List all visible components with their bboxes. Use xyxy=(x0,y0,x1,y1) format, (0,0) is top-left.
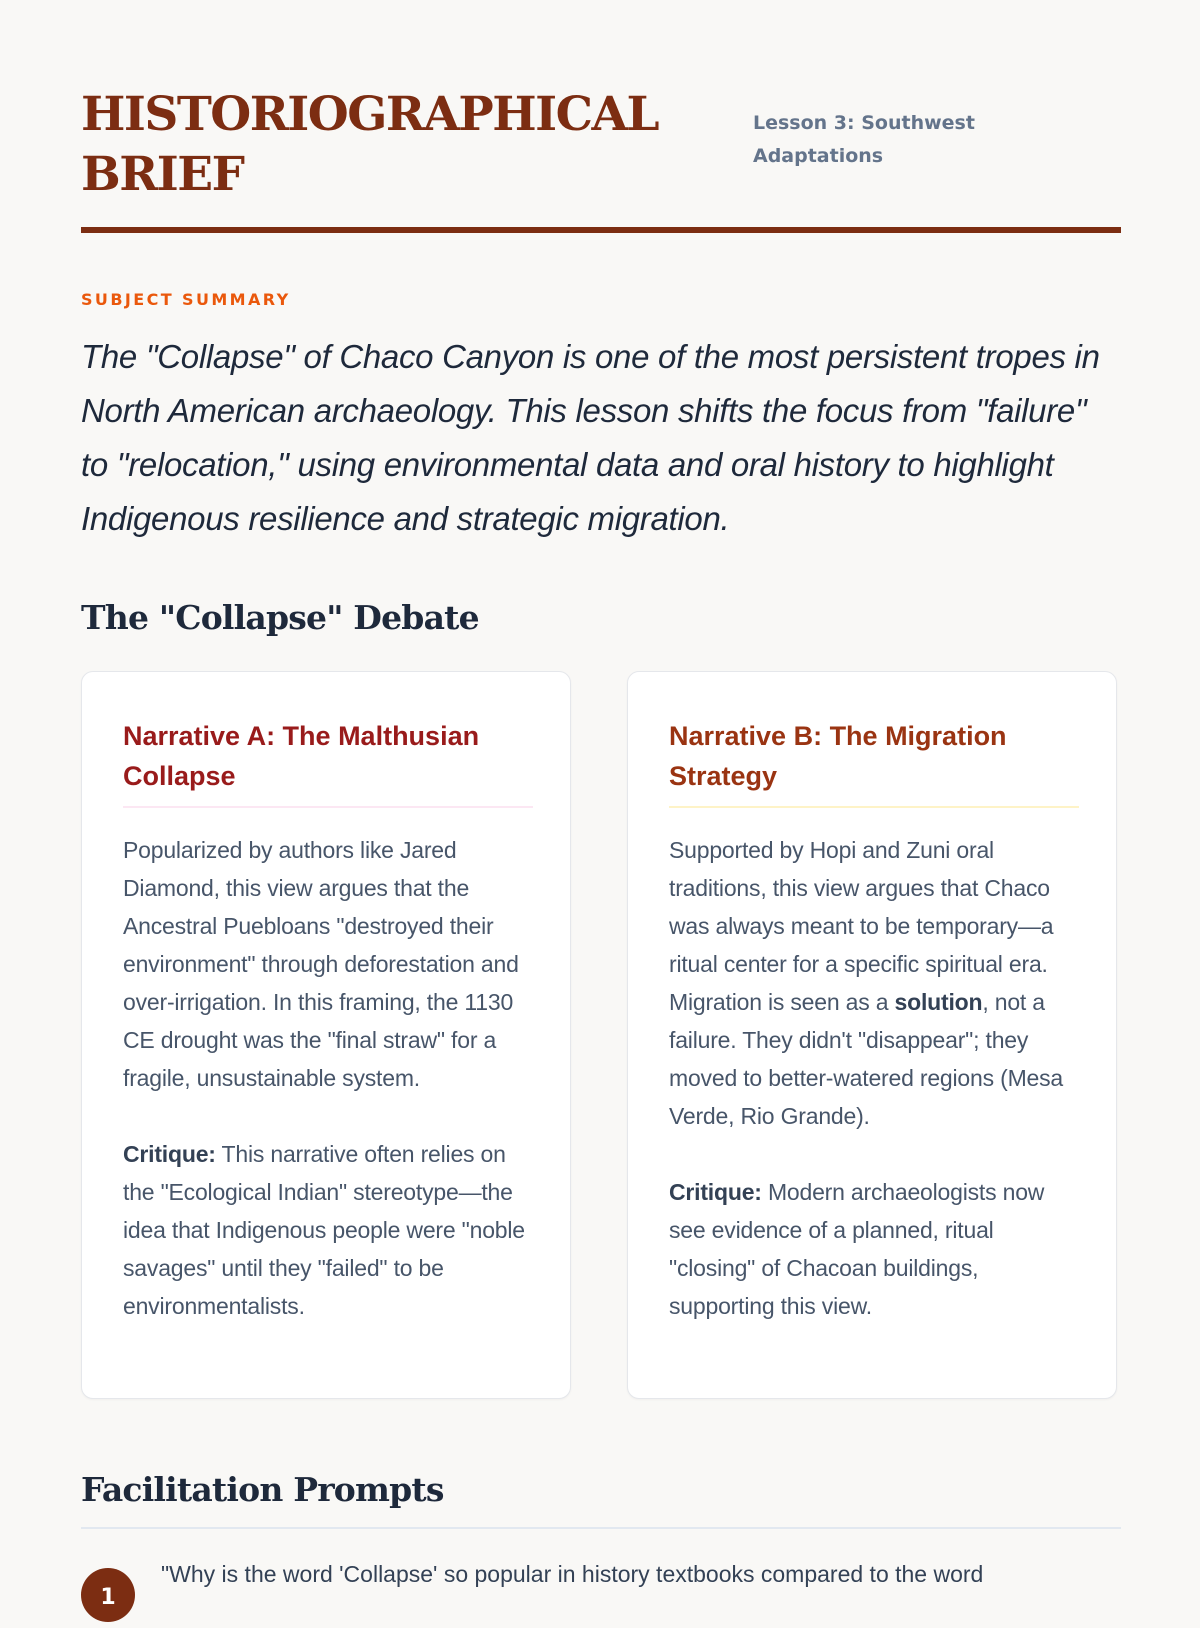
subject-summary-text: The "Collapse" of Chaco Canyon is one of the most persistent tropes in North American archaeology. This lesson shifts the focus from "failure" to "relocation," using environmental data and oral history to highlight Indigenous resilience and strategic migration. xyxy=(81,338,1100,537)
collapse-debate-heading: The "Collapse" Debate xyxy=(81,598,479,637)
prompt-item xyxy=(81,1561,1121,1628)
narrative-a-body xyxy=(123,831,533,1363)
narrative-a-card xyxy=(81,671,571,1399)
lesson-tag: Lesson 3: Southwest Adaptations xyxy=(753,112,975,167)
narrative-a-description: Popularized by authors like Jared Diamond, this view argues that the Ancestral Puebloans "destroyed their environment" through deforestation and over-irrigation. In this framing, the 1130 CE drought was the "final straw" for a fragile, unsustainable system. xyxy=(123,837,519,1091)
narrative-b-critique xyxy=(669,1173,1079,1325)
narrative-b-title: Narrative B: The Migration Strategy xyxy=(669,721,1007,791)
prompts-divider xyxy=(81,1527,1121,1529)
narrative-a-critique xyxy=(123,1135,533,1325)
document-title: HISTORIOGRAPHICAL BRIEF xyxy=(81,87,659,202)
narrative-b-text-start: Supported by Hopi and Zuni oral traditions, this view argues that Chaco was always meant to be temporary—a ritual center for a specific spiritual era. Migration is seen as a xyxy=(669,837,1054,1015)
narrative-b-emphasis: solution xyxy=(894,989,983,1015)
subject-summary-label: SUBJECT SUMMARY xyxy=(81,290,291,309)
narrative-b-critique-text: Modern archaeologists now see evidence of a planned, ritual "closing" of Chacoan buildings, supporting this view. xyxy=(669,1179,1045,1319)
prompt-text: "Why is the word 'Collapse' so popular in history textbooks compared to the word xyxy=(161,1561,984,1587)
narrative-b-description xyxy=(669,831,1079,1135)
brief-header xyxy=(81,85,1121,233)
narrative-a-divider xyxy=(123,806,533,808)
narrative-b-card xyxy=(627,671,1117,1399)
narrative-b-divider xyxy=(669,806,1079,808)
narrative-a-critique-label: Critique: xyxy=(123,1141,216,1167)
narrative-b-body xyxy=(669,831,1079,1363)
narrative-b-critique-label: Critique: xyxy=(669,1179,762,1205)
header-divider xyxy=(81,227,1121,233)
narrative-b-text-end: , not a failure. They didn't "disappear"; they moved to better-watered regions (Mesa Verde, Rio Grande). xyxy=(669,989,1064,1129)
narrative-a-critique-text: This narrative often relies on the "Ecological Indian" stereotype—the idea that Indigenous people were "noble savages" until they "failed" to be environmentalists. xyxy=(123,1141,525,1319)
prompt-number-badge: 1 xyxy=(81,1568,135,1622)
facilitation-prompts-heading: Facilitation Prompts xyxy=(81,1470,444,1509)
narrative-a-title: Narrative A: The Malthusian Collapse xyxy=(123,721,480,791)
